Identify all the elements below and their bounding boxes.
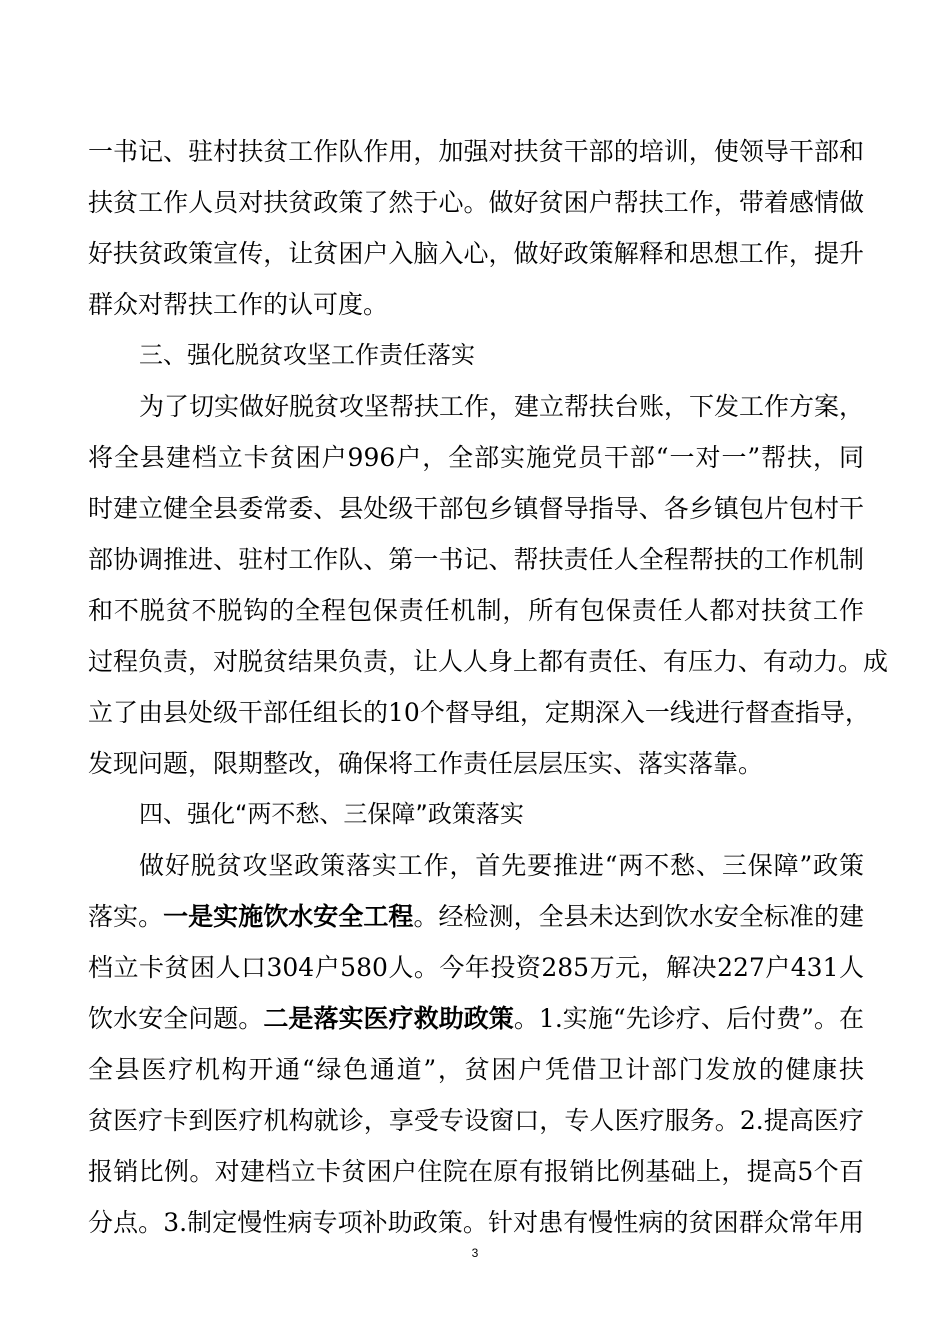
text-line: 扶贫工作人员对扶贫政策了然于心。做好贫困户帮扶工作，带着感情做 <box>88 188 864 217</box>
text-line: 做好脱贫攻坚政策落实工作，首先要推进“两不愁、三保障”政策 <box>139 851 864 880</box>
text-run: 落实。 <box>88 902 164 931</box>
text-line: 报销比例。对建档立卡贫困户住院在原有报销比例基础上，提高5个百 <box>88 1157 864 1186</box>
text-line: 部协调推进、驻村工作队、第一书记、帮扶责任人全程帮扶的工作机制 <box>88 545 864 574</box>
text-run: 。1.实施“先诊疗、后付费”。在 <box>513 1004 864 1033</box>
text-line: 好扶贫政策宣传，让贫困户入脑入心，做好政策解释和思想工作，提升 <box>88 239 864 268</box>
text-line: 档立卡贫困人口304户580人。今年投资285万元，解决227户431人 <box>88 953 864 982</box>
text-line: 立了由县处级干部任组长的10个督导组，定期深入一线进行督查指导， <box>88 698 870 727</box>
text-line: 将全县建档立卡贫困户996户，全部实施党员干部“一对一”帮扶，同 <box>88 443 864 472</box>
text-line: 分点。3.制定慢性病专项补助政策。针对患有慢性病的贫困群众常年用 <box>88 1208 864 1237</box>
text-run: 。经检测，全县未达到饮水安全标准的建 <box>413 902 864 931</box>
text-line: 过程负责，对脱贫结果负责，让人人身上都有责任、有压力、有动力。成 <box>88 647 889 676</box>
text-line: 和不脱贫不脱钩的全程包保责任机制，所有包保责任人都对扶贫工作 <box>88 596 864 625</box>
paragraph-responsibility <box>88 381 889 789</box>
bold-subheading-medical: 二是落实医疗救助政策 <box>263 1004 514 1033</box>
section-heading-4: 四、强化“两不愁、三保障”政策落实 <box>139 800 524 828</box>
paragraph-policy <box>88 840 864 1248</box>
text-line: 发现问题，限期整改，确保将工作责任层层压实、落实落靠。 <box>88 749 764 778</box>
text-line: 群众对帮扶工作的认可度。 <box>88 290 389 319</box>
page-number: 3 <box>471 1246 479 1260</box>
text-line: 贫医疗卡到医疗机构就诊，享受专设窗口，专人医疗服务。2.提高医疗 <box>88 1106 864 1135</box>
text-line <box>88 993 864 1044</box>
text-run: 饮水安全问题。 <box>88 1004 264 1033</box>
text-line: 全县医疗机构开通“绿色通道”，贫困户凭借卫计部门发放的健康扶 <box>88 1055 864 1084</box>
section-heading-3: 三、强化脱贫攻坚工作责任落实 <box>139 341 475 369</box>
text-line: 为了切实做好脱贫攻坚帮扶工作，建立帮扶台账，下发工作方案， <box>139 392 865 421</box>
text-line <box>88 891 864 942</box>
paragraph-training <box>88 126 864 330</box>
document-page <box>88 126 889 1248</box>
bold-subheading-water: 一是实施饮水安全工程 <box>163 902 414 931</box>
text-line: 一书记、驻村扶贫工作队作用，加强对扶贫干部的培训，使领导干部和 <box>88 137 864 166</box>
text-line: 时建立健全县委常委、县处级干部包乡镇督导指导、各乡镇包片包村干 <box>88 494 864 523</box>
